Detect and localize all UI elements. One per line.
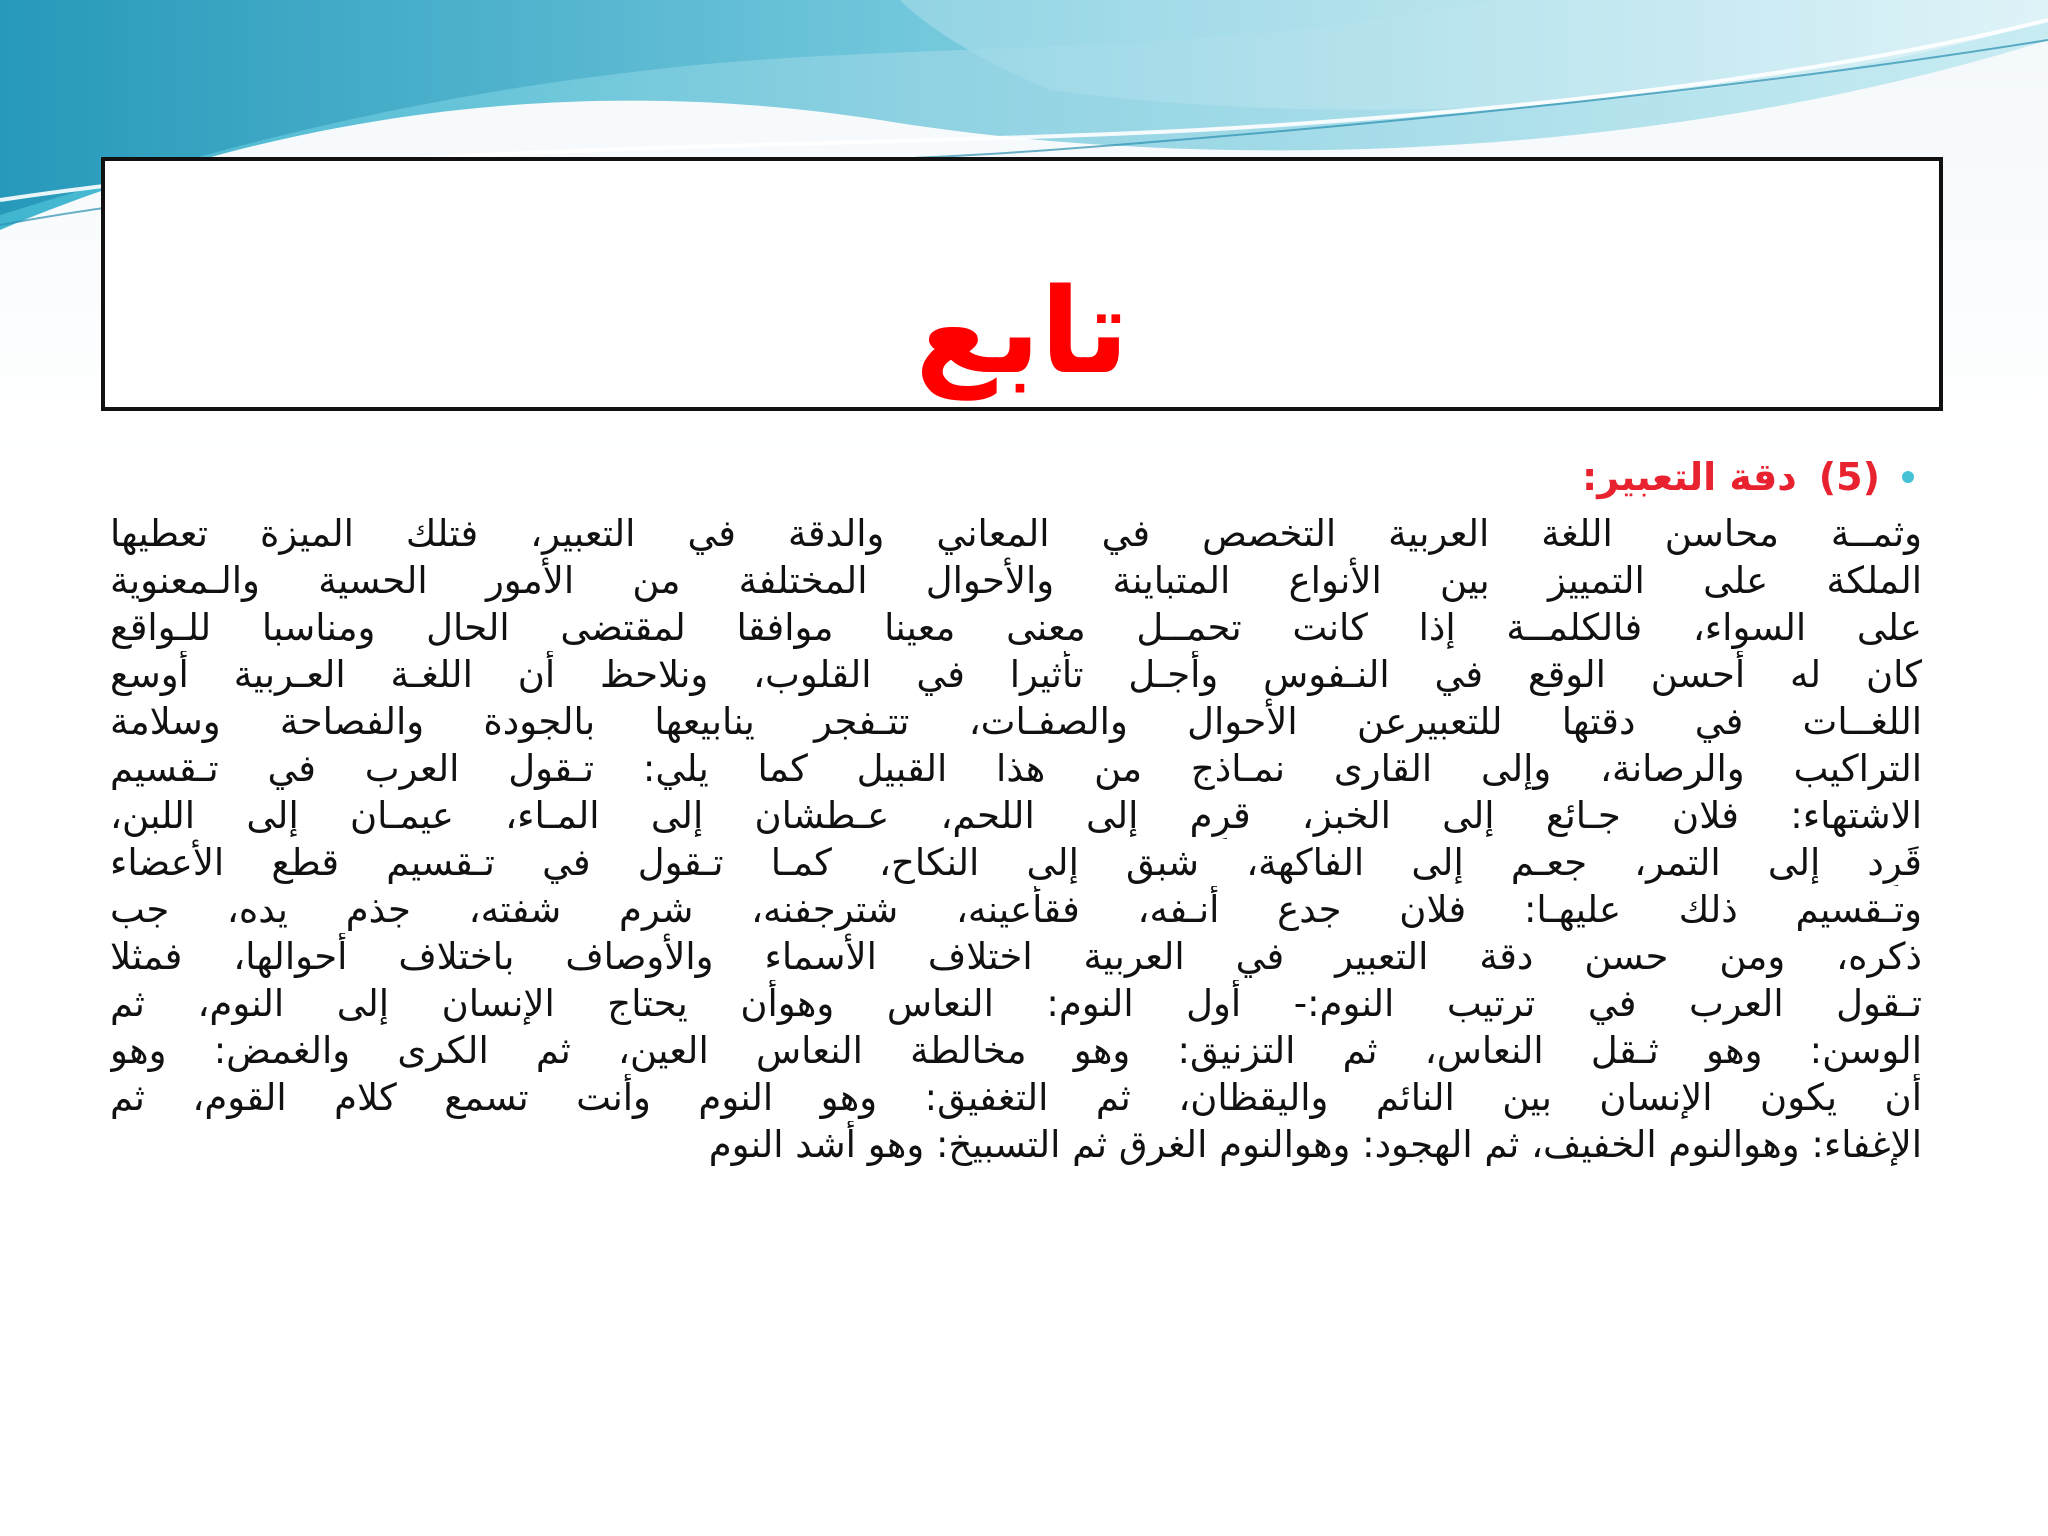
body-line: ذكره، ومن حسن دقة التعبير في العربية اختلاف الأسماء والأوصاف باختلاف أحوالها، فمثلا: [110, 935, 1922, 978]
body-line: قَرِد إلى التمر، جعـم إلى الفاكهة، شبق إلى النكاح، كمـا تـقول في تـقسيم قطع الأعضاء: [110, 841, 1922, 884]
body-line: وتـقسيم ذلك عليهـا: فلان جدع أنـفه، فقأعينه، شترجفنه، شرم شفته، جذم يده، جب: [110, 888, 1922, 931]
section-title: دقة التعبير:: [1582, 455, 1797, 499]
body-line: الملكة على التمييز بين الأنواع المتباينة والأحوال المختلفة من الأمور الحسية والـمعنوية: [110, 559, 1922, 602]
section-number: (5): [1818, 455, 1880, 499]
body-line: أن يكون الإنسان بين النائم واليقظان، ثم التغفيق: وهو النوم وأنت تسمع كلام القوم، ثم: [110, 1076, 1922, 1119]
slide-title: تابع: [915, 262, 1129, 401]
body-text: [110, 510, 1922, 1168]
body-line: اللغــات في دقتها للتعبيرعن الأحوال والصفـات، تتـفجر ينابيعها بالجودة والفصاحة وسلامة: [110, 700, 1922, 743]
section-heading: [110, 448, 1922, 506]
body-line: على السواء، فالكلمــة إذا كانت تحمــل معنى معينا موافقا لمقتضى الحال ومناسبا للـواقع: [110, 606, 1922, 649]
body-line: الاشتهاء: فلان جـائع إلى الخبز، قرِم إلى اللحم، عـطشان إلى المـاء، عيمـان إلى اللبن،: [110, 794, 1922, 837]
body-line: التراكيب والرصانة، وإلى القارى نمـاذج من هذا القبيل كما يلي: تـقول العرب في تـقسيم: [110, 747, 1922, 790]
body-line: الإغفاء: وهوالنوم الخفيف، ثم الهجود: وهوالنوم الغرق ثم التسبيخ: وهو أشد النوم: [708, 1123, 1922, 1166]
body-line: كان له أحسن الوقع في النـفوس وأجـل تأثيرا في القلوب، ونلاحظ أن اللغـة العـربية أوسع: [110, 653, 1922, 696]
body-line: وثمــة محاسن اللغة العربية التخصص في المعاني والدقة في التعبير، فتلك الميزة تعطيها: [110, 512, 1922, 555]
title-box: [101, 157, 1943, 411]
body-line: الوسن: وهو ثـقل النعاس، ثم التزنيق: وهو مخالطة النعاس العين، ثم الكرى والغمض: وهو: [110, 1029, 1922, 1072]
content-area: [110, 448, 1922, 1168]
bullet-icon: [1902, 471, 1914, 483]
body-line: تـقول العرب في ترتيب النوم:- أول النوم: النعاس وهوأن يحتاج الإنسان إلى النوم، ثم: [110, 982, 1922, 1025]
